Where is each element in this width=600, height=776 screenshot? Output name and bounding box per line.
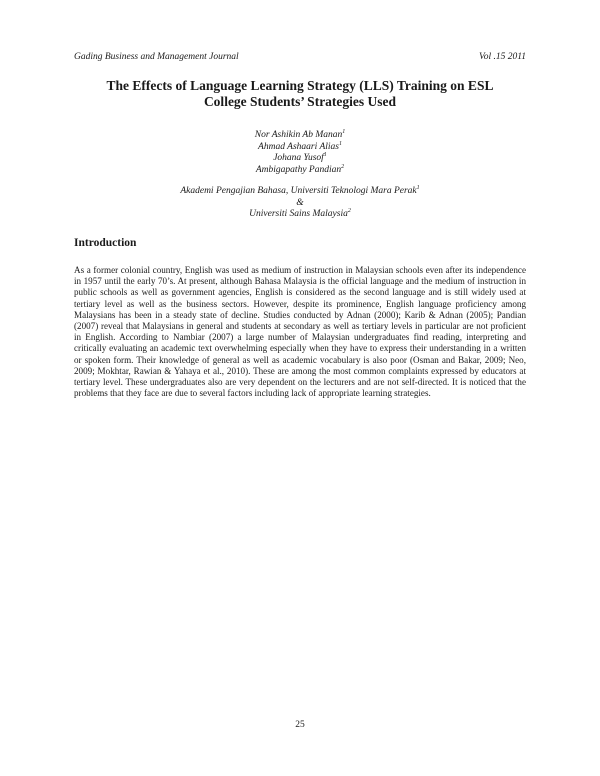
author-affiliation-mark: 1 xyxy=(342,129,346,135)
author-list xyxy=(74,130,526,176)
author xyxy=(74,142,526,154)
author xyxy=(74,153,526,165)
author-affiliation-mark: 1 xyxy=(338,140,342,147)
title-line-1: The Effects of Language Learning Strategy (LLS) Training on ESL xyxy=(106,78,494,93)
author xyxy=(74,130,526,142)
affiliations xyxy=(74,186,526,221)
affiliation-2: Universiti Sains Malaysia$^2$ xyxy=(249,208,351,219)
author xyxy=(74,165,526,177)
author-name: Nor Ashikin Ab Manan xyxy=(254,130,343,140)
affiliation-1: Akademi Pengajian Bahasa, Universiti Teknologi Mara Perak$^1$ xyxy=(180,185,420,196)
author-name: Johana Yusof xyxy=(273,153,324,163)
author-affiliation-mark: 1 xyxy=(323,152,327,158)
author-name: Ahmad Ashaari Alias xyxy=(258,141,339,152)
author-affiliation-mark: 2 xyxy=(341,163,345,170)
page-number: 25 xyxy=(295,720,305,730)
affiliation-connector: & xyxy=(296,197,304,208)
author-name: Ambigapathy Pandian xyxy=(255,164,342,175)
running-header xyxy=(74,52,526,62)
body-paragraph: As a former colonial country, English was used as medium of instruction in Malaysian schools even after its independence in 1957 until the early 70’s. At present, although Bahasa Malaysia is the official language and the medium of instruction in public schools as well as government agencies, English is considered as the second language and is still widely used at tertiary level as well as the business sectors. However, despite its prominence, English language proficiency among Malaysians has been in a steady state of decline. Studies conducted by Adnan (2000); Karib & Adnan (2005); Pandian (2007) reveal that Malaysians in general and students at secondary as well as tertiary levels in particular are not proficient in English. According to Nambiar (2007) a large number of Malaysian undergraduates find reading, interpreting and critically evaluating an academic text overwhelming especially when they have to express their understanding in a written or spoken form. Their knowledge of general as well as academic vocabulary is also poor (Osman and Bakar, 2009; Neo, 2009; Mokhtar, Rawian & Yahaya et al., 2010). These are among the most common complaints expressed by educators at tertiary level. These undergraduates also are very dependent on the lecturers and are not self-directed. It is noticed that the problems that they face are due to several factors including lack of appropriate learning strategies. xyxy=(74,265,526,399)
section-heading: Introduction xyxy=(74,237,137,249)
journal-name: Gading Business and Management Journal xyxy=(74,52,239,62)
paper-title xyxy=(74,78,526,110)
volume-label: Vol .15 2011 xyxy=(478,52,526,62)
title-line-2: College Students’ Strategies Used xyxy=(203,94,397,109)
